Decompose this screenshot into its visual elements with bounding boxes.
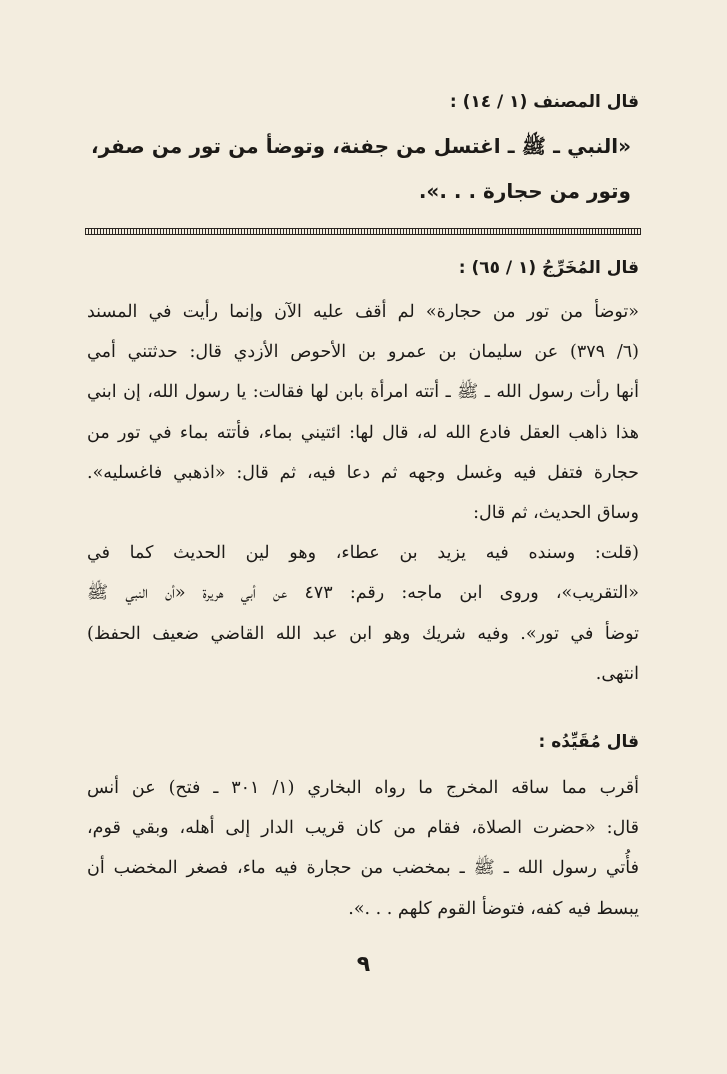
body-line: يبسط فيه كفه، فتوضأ القوم كلهم . . .».: [348, 898, 639, 919]
section3-heading-label: قال مُقَيِّدُه: [551, 732, 639, 752]
body-line: أنها رأت رسول الله ـ ﷺ ـ أتته امرأة بابن لها فقالت: يا رسول الله، إن ابني: [87, 382, 639, 403]
section1-heading-ref: (١ / ١٤): [462, 92, 528, 112]
quote-line-1: «النبي ـ ﷺ ـ اغتسل من جفنة، وتوضأ من تور من صفر،: [91, 134, 631, 158]
section3-body: [87, 768, 639, 929]
section-divider: [85, 228, 641, 235]
body-line: «توضأ من تور من حجارة» لم أقف عليه الآن وإنما رأيت في المسند: [87, 302, 639, 322]
quote-line-2: وتور من حجارة . . .».: [418, 179, 631, 203]
body-line: وساق الحديث، ثم قال:: [473, 503, 639, 524]
section1-heading-label: قال المصنف: [533, 92, 639, 112]
section2-body: [87, 292, 639, 694]
section2-heading-colon: :: [458, 258, 466, 278]
body-line: (٦/ ٣٧٩) عن سليمان بن عمرو بن الأحوص الأزدي قال: حدثتني أمي: [87, 342, 639, 363]
body-line: فأُتي رسول الله ـ ﷺ ـ بمخضب من حجارة فيه ماء، فصغر المخضب أن: [87, 858, 639, 879]
body-line: (قلت: وسنده فيه يزيد بن عطاء، وهو لين الحديث كما في: [87, 543, 639, 564]
section2-heading-label: قال المُخَرِّجُ: [542, 258, 639, 278]
section3-heading-colon: :: [538, 732, 546, 752]
body-line: انتهى.: [595, 663, 639, 684]
section2-heading-ref: (١ / ٦٥): [471, 258, 537, 278]
page-number: ٩: [356, 952, 371, 977]
body-line: هذا ذاهب العقل فادع الله له، قال لها: ائتيني بماء، فأتته بماء في تور من: [87, 422, 639, 443]
section1-quote: [91, 124, 631, 214]
section3-heading: [539, 732, 639, 752]
section2-heading: [459, 258, 639, 278]
body-line: حجارة فتفل فيه وغسل وجهه ثم دعا فيه، ثم قال: «اذهبي فاغسليه».: [87, 462, 639, 483]
body-line: أقرب مما ساقه المخرج ما رواه البخاري (١/ ٣٠١ ـ فتح) عن أنس: [87, 778, 639, 798]
section1-heading: [450, 92, 639, 112]
body-line: قال: «حضرت الصلاة، فقام من كان قريب الدار إلى أهله، وبقي قوم،: [87, 818, 639, 839]
body-line: توضأ في تور». وفيه شريك وهو ابن عبد الله القاضي ضعيف الحفظ): [87, 623, 639, 644]
body-line: «التقريب»، وروى ابن ماجه: رقم: ٤٧٣ عن أبي هريرة «أن النبي ﷺ: [87, 583, 639, 604]
section1-heading-colon: :: [449, 92, 457, 112]
